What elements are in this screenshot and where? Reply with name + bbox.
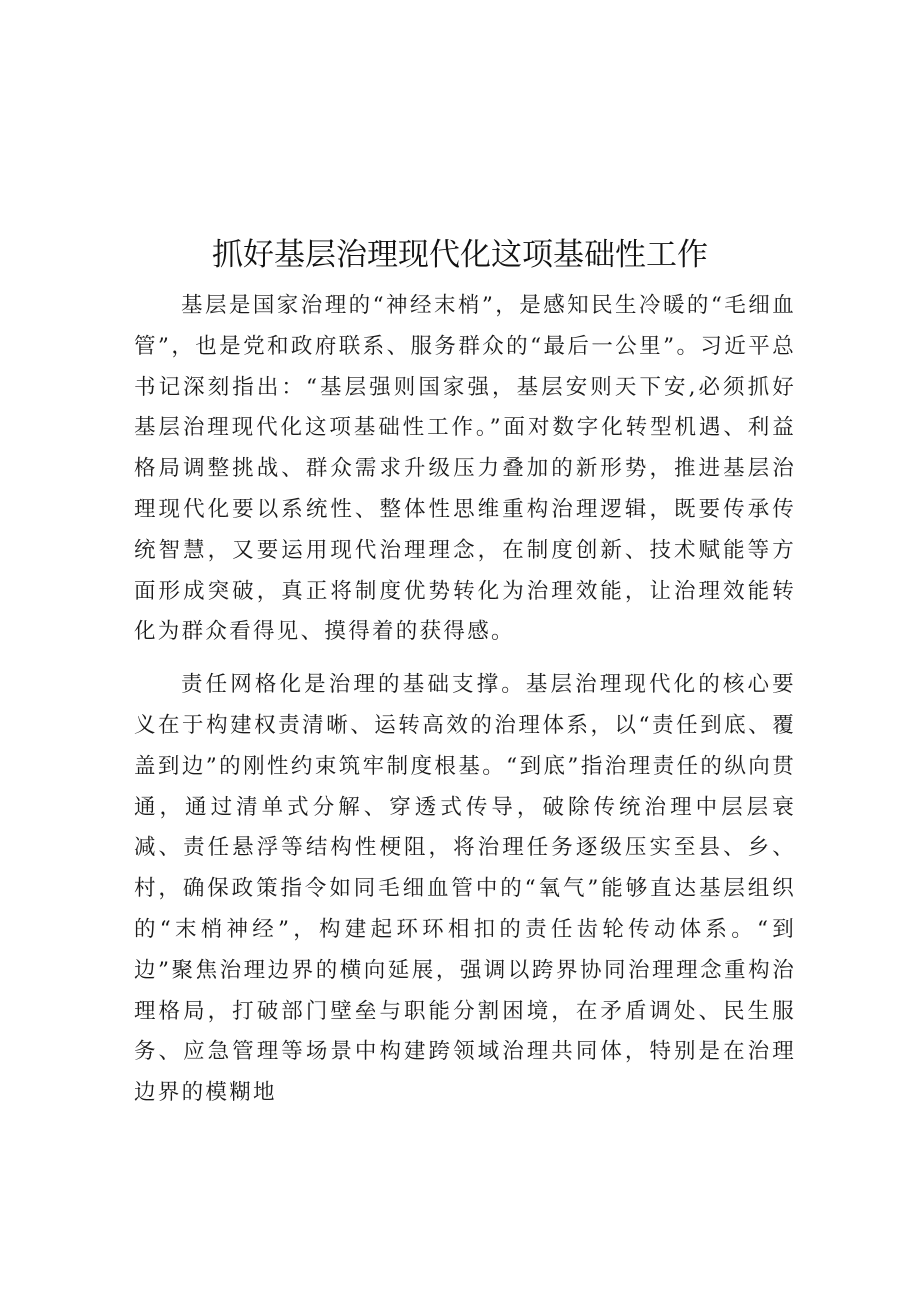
paragraph: 责任网格化是治理的基础支撑。基层治理现代化的核心要义在于构建权责清晰、运转高效的治理体系，以“责任到底、覆盖到边”的刚性约束筑牢制度根基。“到底”指治理责任的纵向贯通，通过清单式分解、穿透式传导，破除传统治理中层层衰减、责任悬浮等结构性梗阻，将治理任务逐级压实至县、乡、村，确保政策指令如同毛细血管中的“氧气”能够直达基层组织的“末梢神经”，构建起环环相扣的责任齿轮传动体系。“到边”聚焦治理边界的横向延展，强调以跨界协同治理理念重构治理格局，打破部门壁垒与职能分割困境，在矛盾调处、民生服务、应急管理等场景中构建跨领域治理共同体，特别是在治理边界的模糊地	[134, 672, 796, 1106]
paragraph: 基层是国家治理的“神经末梢”，是感知民生冷暖的“毛细血管”，也是党和政府联系、服务群众的“最后一公里”。习近平总书记深刻指出：“基层强则国家强，基层安则天下安,必须抓好基层治理现代化这项基础性工作。”面对数字化转型机遇、利益格局调整挑战、群众需求升级压力叠加的新形势，推进基层治理现代化要以系统性、整体性思维重构治理逻辑，既要传承传统智慧，又要运用现代治理理念，在制度创新、技术赋能等方面形成突破，真正将制度优势转化为治理效能，让治理效能转化为群众看得见、摸得着的获得感。	[134, 293, 796, 645]
document-body	[134, 286, 796, 1114]
document-title: 抓好基层治理现代化这项基础性工作	[212, 237, 708, 273]
